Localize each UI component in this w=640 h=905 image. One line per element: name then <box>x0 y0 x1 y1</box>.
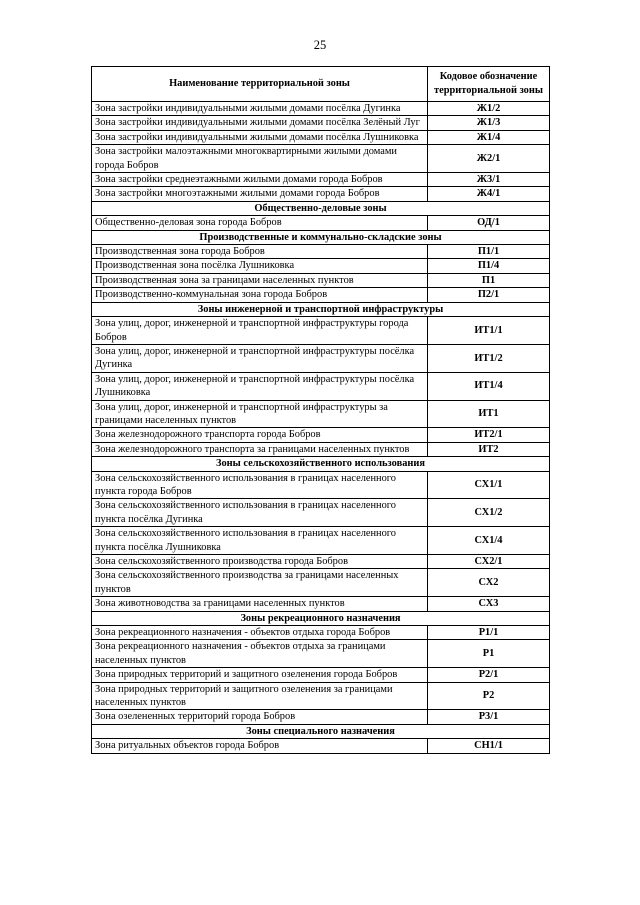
zone-code-cell: Ж2/1 <box>428 145 550 173</box>
table-body <box>92 102 550 754</box>
territorial-zones-table <box>91 66 550 754</box>
section-row <box>92 457 550 471</box>
zone-name-cell: Зона застройки индивидуальными жилыми домами посёлка Дугинка <box>92 102 428 116</box>
zone-name-cell: Зона улиц, дорог, инженерной и транспортной инфраструктуры посёлка Дугинка <box>92 344 428 372</box>
table-row <box>92 640 550 668</box>
zone-name-cell: Зона рекреационного назначения - объектов отдыха города Бобров <box>92 626 428 640</box>
zone-name-cell: Зона железнодорожного транспорта за границами населенных пунктов <box>92 442 428 456</box>
section-title: Производственные и коммунально-складские зоны <box>92 230 550 244</box>
section-title: Общественно-деловые зоны <box>92 201 550 215</box>
zone-code-cell: ИТ2 <box>428 442 550 456</box>
table-row <box>92 102 550 116</box>
table-row <box>92 710 550 724</box>
section-title: Зоны инженерной и транспортной инфраструктуры <box>92 302 550 316</box>
zone-code-cell: ОД/1 <box>428 216 550 230</box>
table-row <box>92 245 550 259</box>
section-row <box>92 302 550 316</box>
table-row <box>92 668 550 682</box>
zone-code-cell: Р1 <box>428 640 550 668</box>
zone-name-cell: Зона застройки индивидуальными жилыми домами посёлка Лушниковка <box>92 130 428 144</box>
zone-name-cell: Зона природных территорий и защитного озеленения за границами населенных пунктов <box>92 682 428 710</box>
zone-code-cell: Ж4/1 <box>428 187 550 201</box>
table-row <box>92 400 550 428</box>
zone-code-cell: Ж3/1 <box>428 173 550 187</box>
zone-code-cell: СХ3 <box>428 597 550 611</box>
table-row <box>92 527 550 555</box>
section-row <box>92 201 550 215</box>
table-row <box>92 626 550 640</box>
zone-name-cell: Зона рекреационного назначения - объектов отдыха за границами населенных пунктов <box>92 640 428 668</box>
zone-code-cell: СХ1/4 <box>428 527 550 555</box>
zone-code-cell: СХ2/1 <box>428 555 550 569</box>
zone-name-cell: Производственно-коммунальная зона города Бобров <box>92 288 428 302</box>
zone-code-cell: СН1/1 <box>428 739 550 753</box>
zone-name-cell: Зона улиц, дорог, инженерной и транспортной инфраструктуры посёлка Лушниковка <box>92 372 428 400</box>
zone-name-cell: Зона сельскохозяйственного использования в границах населенного пункта посёлка Дугинка <box>92 499 428 527</box>
zone-code-cell: Р3/1 <box>428 710 550 724</box>
zone-code-cell: П2/1 <box>428 288 550 302</box>
zone-code-cell: П1/1 <box>428 245 550 259</box>
zone-name-cell: Зона природных территорий и защитного озеленения города Бобров <box>92 668 428 682</box>
zone-code-cell: Ж1/4 <box>428 130 550 144</box>
section-row <box>92 724 550 738</box>
zone-code-cell: СХ1/1 <box>428 471 550 499</box>
zone-name-cell: Общественно-деловая зона города Бобров <box>92 216 428 230</box>
table-row <box>92 471 550 499</box>
zone-code-cell: ИТ1 <box>428 400 550 428</box>
zone-code-cell: П1 <box>428 273 550 287</box>
zone-code-cell: ИТ1/1 <box>428 317 550 345</box>
zone-code-cell: ИТ1/2 <box>428 344 550 372</box>
zone-name-cell: Зона улиц, дорог, инженерной и транспортной инфраструктуры за границами населенных пунктов <box>92 400 428 428</box>
zone-name-cell: Зона сельскохозяйственного использования в границах населенного пункта города Бобров <box>92 471 428 499</box>
table-row <box>92 273 550 287</box>
section-row <box>92 230 550 244</box>
section-row <box>92 611 550 625</box>
table-row <box>92 499 550 527</box>
zone-name-cell: Производственная зона за границами населенных пунктов <box>92 273 428 287</box>
zone-name-cell: Производственная зона посёлка Лушниковка <box>92 259 428 273</box>
table-row <box>92 682 550 710</box>
table-row <box>92 597 550 611</box>
zone-name-cell: Зона застройки малоэтажными многоквартирными жилыми домами города Бобров <box>92 145 428 173</box>
zone-name-cell: Зона ритуальных объектов города Бобров <box>92 739 428 753</box>
zone-code-cell: Р2/1 <box>428 668 550 682</box>
section-title: Зоны сельскохозяйственного использования <box>92 457 550 471</box>
table-row <box>92 130 550 144</box>
table-row <box>92 555 550 569</box>
zone-name-cell: Зона железнодорожного транспорта города Бобров <box>92 428 428 442</box>
table-row <box>92 317 550 345</box>
zone-name-cell: Зона застройки индивидуальными жилыми домами посёлка Зелёный Луг <box>92 116 428 130</box>
table-row <box>92 569 550 597</box>
table-row <box>92 288 550 302</box>
table-row <box>92 428 550 442</box>
section-title: Зоны специального назначения <box>92 724 550 738</box>
zone-name-cell: Производственная зона города Бобров <box>92 245 428 259</box>
zone-code-cell: Ж1/2 <box>428 102 550 116</box>
table-row <box>92 372 550 400</box>
table-row <box>92 216 550 230</box>
table-header-row <box>92 67 550 102</box>
zone-code-cell: Ж1/3 <box>428 116 550 130</box>
zone-code-cell: П1/4 <box>428 259 550 273</box>
zone-code-cell: СХ2 <box>428 569 550 597</box>
zone-name-cell: Зона сельскохозяйственного использования в границах населенного пункта посёлка Лушниковка <box>92 527 428 555</box>
zone-name-cell: Зона сельскохозяйственного производства за границами населенных пунктов <box>92 569 428 597</box>
table-row <box>92 259 550 273</box>
table-row <box>92 739 550 753</box>
table-row <box>92 173 550 187</box>
zone-code-cell: СХ1/2 <box>428 499 550 527</box>
table-row <box>92 145 550 173</box>
header-zone-name: Наименование территориальной зоны <box>92 67 428 102</box>
zone-name-cell: Зона улиц, дорог, инженерной и транспортной инфраструктуры города Бобров <box>92 317 428 345</box>
page-number: 25 <box>313 38 327 52</box>
table-row <box>92 442 550 456</box>
zone-code-cell: Р2 <box>428 682 550 710</box>
table-row <box>92 187 550 201</box>
zone-code-cell: ИТ2/1 <box>428 428 550 442</box>
zone-name-cell: Зона озелененных территорий города Бобров <box>92 710 428 724</box>
table-row <box>92 344 550 372</box>
zone-name-cell: Зона сельскохозяйственного производства города Бобров <box>92 555 428 569</box>
zone-code-cell: Р1/1 <box>428 626 550 640</box>
zone-name-cell: Зона животноводства за границами населенных пунктов <box>92 597 428 611</box>
zone-code-cell: ИТ1/4 <box>428 372 550 400</box>
zone-name-cell: Зона застройки среднеэтажными жилыми домами города Бобров <box>92 173 428 187</box>
zone-name-cell: Зона застройки многоэтажными жилыми домами города Бобров <box>92 187 428 201</box>
header-zone-code: Кодовое обозначение территориальной зоны <box>428 67 550 102</box>
section-title: Зоны рекреационного назначения <box>92 611 550 625</box>
table-row <box>92 116 550 130</box>
